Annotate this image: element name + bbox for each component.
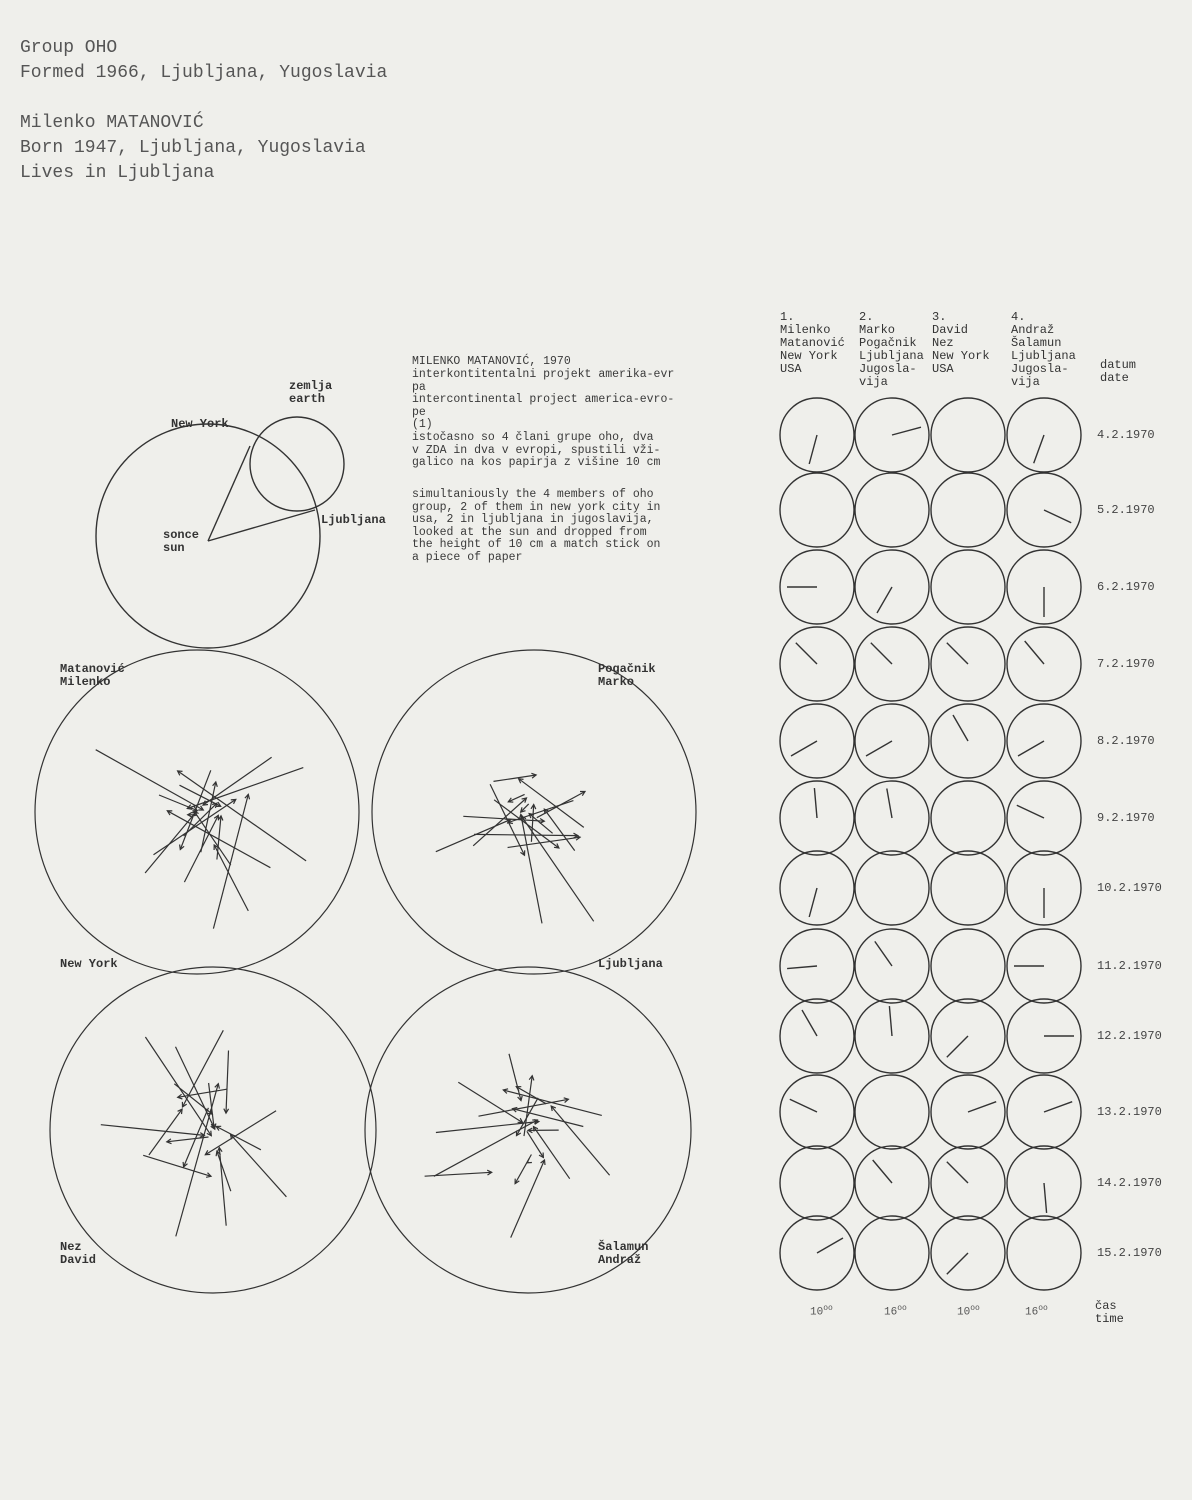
match-stick-mark <box>947 643 968 664</box>
header-line-1: Group OHO <box>20 38 118 58</box>
sun-orbit-circle <box>96 424 320 648</box>
grid-date-label: 4.2.1970 <box>1097 428 1155 442</box>
match-stick-mark <box>790 1099 817 1112</box>
match-stick-line <box>96 750 204 810</box>
match-stick-mark <box>892 427 921 435</box>
clock-circle <box>931 473 1005 547</box>
match-stick-line <box>205 1111 276 1155</box>
match-stick-mark <box>873 1160 892 1183</box>
scatter-circle <box>372 650 696 974</box>
clock-circle <box>855 1216 929 1290</box>
description-number: (1) <box>412 418 433 431</box>
clock-circle <box>931 929 1005 1003</box>
grid-column-header-1: 1. Milenko Matanović New York USA <box>780 310 845 376</box>
ray-ljubljana <box>208 510 315 541</box>
match-stick-mark <box>947 1036 968 1057</box>
description-slovene-project: interkontitentalni projekt amerika-evr pa <box>412 368 675 394</box>
new-york-label: New York <box>171 417 229 431</box>
match-stick-mark <box>817 1238 843 1253</box>
match-stick-line <box>101 1125 205 1136</box>
grid-date-label: 7.2.1970 <box>1097 657 1155 671</box>
grid-date-label: 12.2.1970 <box>1097 1029 1162 1043</box>
grid-date-label: 14.2.1970 <box>1097 1176 1162 1190</box>
grid-date-header: datum date <box>1100 358 1137 385</box>
match-stick-mark <box>796 643 817 664</box>
grid-date-label: 10.2.1970 <box>1097 881 1162 895</box>
description-title: MILENKO MATANOVIĆ, 1970 <box>412 355 571 368</box>
scatter-label-new-york: New York <box>60 957 118 971</box>
match-stick-line <box>226 1051 229 1114</box>
clock-circle <box>855 1075 929 1149</box>
sun-earth-diagram <box>96 417 344 648</box>
grid-date-label: 13.2.1970 <box>1097 1105 1162 1119</box>
time-label-1: $10^{oo}$ <box>810 1304 833 1319</box>
clock-circle <box>855 473 929 547</box>
scatter-circles <box>35 650 696 1293</box>
match-stick-line <box>434 1120 538 1176</box>
match-stick-mark <box>866 741 892 756</box>
match-stick-line <box>531 805 533 842</box>
grid-column-header-3: 3. David Nez New York USA <box>932 310 990 376</box>
match-stick-line <box>216 1126 261 1149</box>
scatter-label-salamun: Šalamun Andraž <box>598 1240 649 1267</box>
match-stick-mark <box>814 788 817 818</box>
match-stick-line <box>534 1127 570 1179</box>
time-label-2: $16^{oo}$ <box>884 1304 907 1319</box>
match-stick-line <box>145 811 197 873</box>
match-stick-mark <box>887 789 892 819</box>
header-line-4: Born 1947, Ljubljana, Yugoslavia <box>20 138 366 158</box>
header-line-3: Milenko MATANOVIĆ <box>20 113 204 133</box>
match-stick-line <box>194 811 231 865</box>
grid-date-label: 8.2.1970 <box>1097 734 1155 748</box>
match-stick-head <box>527 1158 532 1162</box>
header-line-5: Lives in Ljubljana <box>20 163 215 183</box>
match-stick-line <box>178 1089 227 1097</box>
match-stick-mark <box>1017 805 1044 818</box>
scatter-label-nez: Nez David <box>60 1240 97 1267</box>
match-stick-mark <box>802 1010 817 1036</box>
time-label-3: $10^{oo}$ <box>957 1304 980 1319</box>
match-stick-line <box>231 1134 287 1196</box>
match-stick-mark <box>875 941 892 966</box>
match-stick-line <box>143 1155 211 1176</box>
clock-circle <box>855 851 929 925</box>
clock-circle <box>931 398 1005 472</box>
match-stick-mark <box>953 715 968 741</box>
match-stick-mark <box>1018 741 1044 756</box>
ljubljana-label: Ljubljana <box>321 513 386 527</box>
sun-label: sonce sun <box>163 528 200 555</box>
ray-new-york <box>208 446 250 541</box>
scatter-label-ljubljana: Ljubljana <box>598 957 663 971</box>
clock-circle <box>1007 1216 1081 1290</box>
match-stick-mark <box>1044 1183 1047 1213</box>
scatter-label-pogacnik: Pogačnik Marko <box>598 662 656 689</box>
match-stick-mark <box>947 1253 968 1274</box>
match-stick-mark <box>809 888 817 917</box>
earth-label: zemlja earth <box>289 379 333 406</box>
clock-circle <box>780 473 854 547</box>
time-label-4: $16^{oo}$ <box>1025 1304 1048 1319</box>
earth-circle <box>250 417 344 511</box>
grid-date-label: 9.2.1970 <box>1097 811 1155 825</box>
match-stick-line <box>494 775 537 781</box>
match-stick-line <box>214 845 248 911</box>
clock-circle <box>780 1146 854 1220</box>
clock-circle <box>931 550 1005 624</box>
match-stick-line <box>511 1160 545 1238</box>
match-stick-mark <box>1044 510 1071 523</box>
match-stick-mark <box>1025 641 1044 664</box>
match-stick-line <box>217 1151 231 1191</box>
match-stick-mark <box>1034 435 1044 463</box>
match-stick-line <box>458 1082 522 1122</box>
match-stick-mark <box>889 1006 892 1036</box>
time-header: čas time <box>1095 1299 1124 1326</box>
description-slovene-text: istočasno so 4 člani grupe oho, dva v ZDA in dva v evropi, spustili vži- galico na kos papirja z višine 10 cm <box>412 431 661 469</box>
description-english-text: simultaniously the 4 members of oho group, 2 of them in new york city in usa, 2 in ljubljana in jugoslavija, looked at the sun and dropped from the height of 10 cm a match stick on a piece of paper <box>412 488 661 564</box>
clock-circle <box>931 851 1005 925</box>
match-stick-mark <box>877 587 892 613</box>
match-stick-mark <box>968 1102 996 1112</box>
grid-date-label: 5.2.1970 <box>1097 503 1155 517</box>
description-english-project: intercontinental project america-evro- pe <box>412 393 675 419</box>
match-stick-mark <box>947 1162 968 1183</box>
match-stick-mark <box>791 741 817 756</box>
match-stick-line <box>187 768 303 809</box>
match-stick-line <box>527 1131 544 1157</box>
header-line-2: Formed 1966, Ljubljana, Yugoslavia <box>20 63 388 83</box>
grid-date-label: 11.2.1970 <box>1097 959 1162 973</box>
match-stick-mark <box>809 435 817 464</box>
scatter-label-matanovic: Matanović Milenko <box>60 662 125 689</box>
clock-grid <box>780 398 1081 1290</box>
match-stick-line <box>203 757 272 805</box>
grid-date-label: 6.2.1970 <box>1097 580 1155 594</box>
clock-circle <box>931 781 1005 855</box>
match-stick-mark <box>787 966 817 969</box>
grid-column-header-4: 4. Andraž Šalamun Ljubljana Jugosla- vija <box>1011 310 1076 389</box>
match-stick-mark <box>1044 1102 1072 1112</box>
match-stick-mark <box>871 643 892 664</box>
grid-column-header-2: 2. Marko Pogačnik Ljubljana Jugosla- vija <box>859 310 924 389</box>
match-stick-line <box>436 820 511 852</box>
scatter-circle <box>50 967 376 1293</box>
grid-date-label: 15.2.1970 <box>1097 1246 1162 1260</box>
